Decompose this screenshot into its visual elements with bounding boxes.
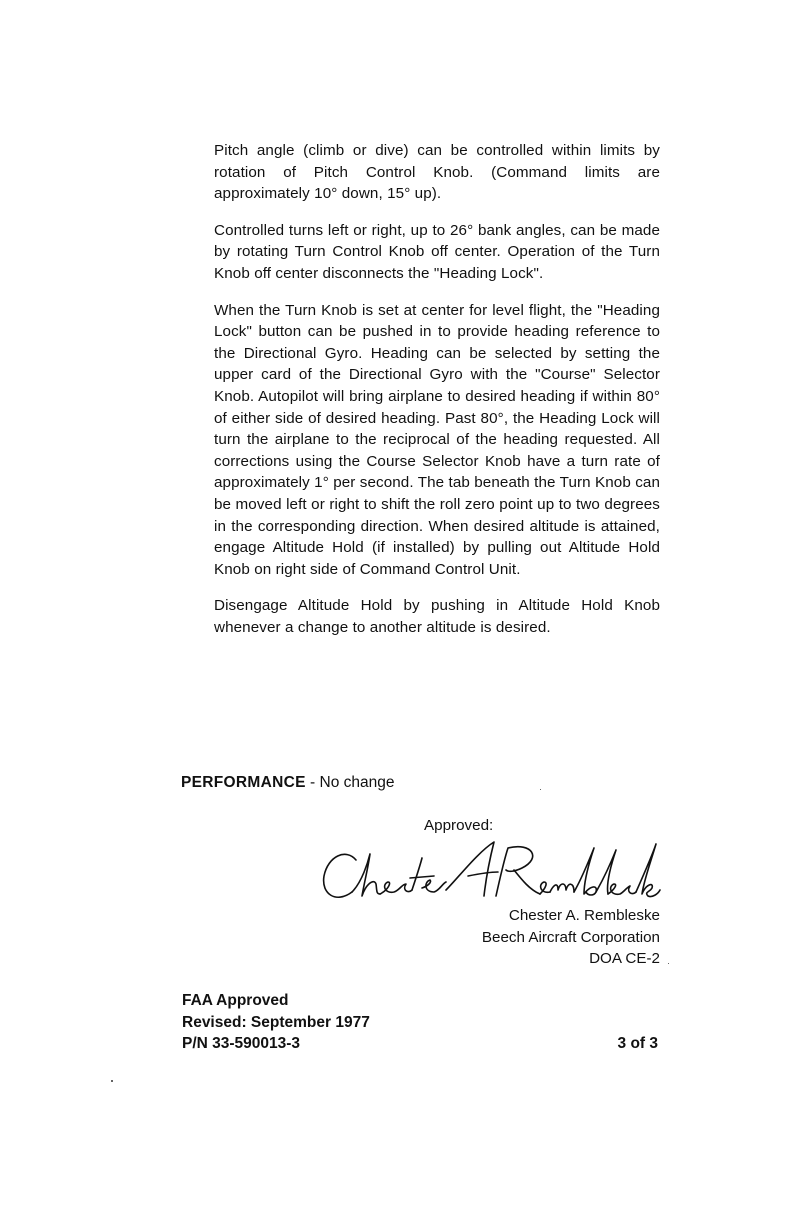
paragraph-turns: Controlled turns left or right, up to 26° bank angles, can be made by rotating Turn Control Knob off center. Operation of the Turn Knob off center disconnects the "Heading Lock". <box>214 221 660 282</box>
revised-date: Revised: September 1977 <box>182 1013 370 1031</box>
performance-heading: PERFORMANCE <box>181 774 306 791</box>
signer-company: Beech Aircraft Corporation <box>481 928 660 946</box>
signer-name: Chester A. Rembleske <box>508 907 660 924</box>
signer-doa: DOA CE-2 <box>589 950 660 967</box>
paragraph-pitch: Pitch angle (climb or dive) can be controlled within limits by rotation of Pitch Control Knob. (Command limits are approximately 10° down, 15° up). <box>214 142 660 203</box>
faa-approved: FAA Approved <box>182 992 289 1009</box>
paragraph-altitude-hold: Disengage Altitude Hold by pushing in Altitude Hold Knob whenever a change to another altitude is desired. <box>214 597 660 636</box>
page-number: 3 of 3 <box>617 1035 658 1052</box>
scan-speck <box>668 963 669 964</box>
signature <box>318 838 663 908</box>
part-number: P/N 33-590013-3 <box>182 1035 301 1052</box>
scan-speck <box>540 789 541 790</box>
body-text <box>214 140 660 653</box>
footer-info <box>182 990 370 1055</box>
performance-text: - No change <box>305 774 395 791</box>
scan-speck <box>111 1080 113 1082</box>
signer-block <box>482 905 660 970</box>
approved-label: Approved: <box>424 817 494 834</box>
performance-line <box>181 772 394 794</box>
paragraph-heading-lock: When the Turn Knob is set at center for level flight, the "Heading Lock" button can be pushed in to provide heading reference to the Directional Gyro. Heading can be selected by setting the upper card of the Directional Gyro with the "Course" Selector Knob. Autopilot will bring airplane to desired heading if within 80° of either side of desired heading. Past 80°, the Heading Lock will turn the airplane to the reciprocal of the heading requested. All corrections using the Course Selector Knob have a turn rate of approximately 1° per second. The tab beneath the Turn Knob can be moved left or right to shift the roll zero point up to two degrees in the corresponding direction. When desired altitude is attained, engage Altitude Hold (if installed) by pulling out Altitude Hold Knob on right side of Command Control Unit. <box>214 301 660 578</box>
